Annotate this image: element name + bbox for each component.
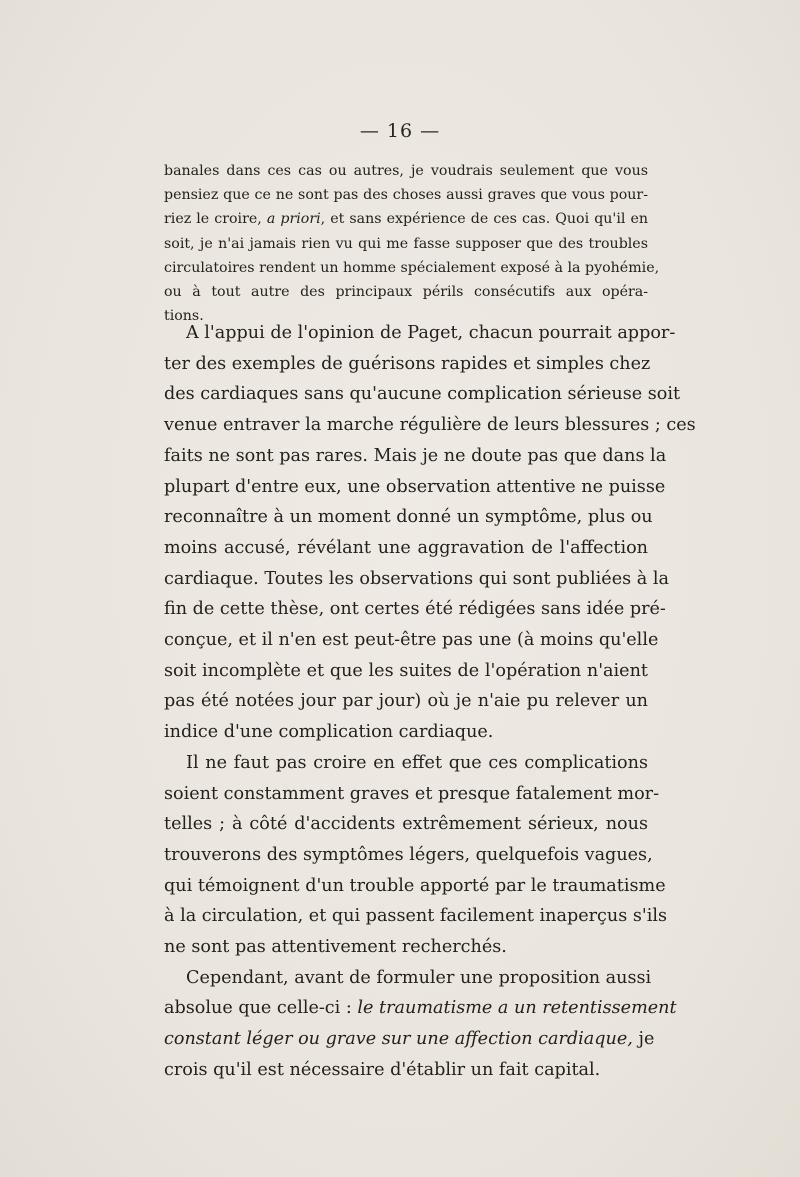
text-line: crois qu'il est nécessaire d'établir un fait capital.: [164, 1059, 601, 1080]
text-line: plupart d'entre eux, une observation attentive ne puisse: [164, 476, 666, 497]
text-line-with-italic: [164, 993, 677, 1024]
text-line: A l'appui de l'opinion de Paget, chacun pourrait appor-: [186, 323, 676, 343]
text-line: ne sont pas attentivement recherchés.: [164, 937, 507, 958]
text-line: circulatoires rendent un homme spécialement exposé à la pyohémie,: [164, 259, 660, 276]
text-line-with-italic: [164, 1024, 655, 1055]
text-line: banales dans ces cas ou autres, je voudrais seulement que vous: [164, 163, 648, 179]
text-line: qui témoignent d'un trouble apporté par le traumatisme: [164, 875, 666, 896]
text-line: ou à tout autre des principaux périls consécutifs aux opéra-: [164, 284, 648, 301]
text-line: venue entraver la marche régulière de leurs blessures ; ces: [164, 415, 696, 436]
text-line: trouverons des symptômes légers, quelquefois vagues,: [164, 844, 653, 865]
text-line: ter des exemples de guérisons rapides et simples chez: [164, 353, 651, 374]
text-line: indice d'une complication cardiaque.: [164, 722, 494, 743]
text-line: moins accusé, révélant une aggravation de l'affection: [164, 537, 648, 558]
text-line: fin de cette thèse, ont certes été rédigées sans idée pré-: [164, 599, 666, 620]
text-line: des cardiaques sans qu'aucune complication sérieuse soit: [164, 384, 681, 405]
paragraph-body: [164, 318, 696, 1086]
italic-text: le traumatisme a un retentissement: [357, 998, 677, 1019]
text-line: faits ne sont pas rares. Mais je ne doute pas que dans la: [164, 445, 667, 466]
text-line-with-italic: riez le croire, a priori, et sans expérience de ces cas. Quoi qu'il en: [164, 211, 648, 228]
text-line: conçue, et il n'en est peut-être pas une (à moins qu'elle: [164, 630, 659, 651]
italic-text: a priori: [266, 211, 321, 228]
text-line: soient constamment graves et presque fatalement mor-: [164, 783, 660, 804]
text-line: telles ; à côté d'accidents extrêmement sérieux, nous: [164, 814, 648, 835]
text-fragment: absolue que celle-ci :: [164, 998, 358, 1019]
page-number: — 16 —: [359, 120, 441, 142]
italic-text: constant léger ou grave sur une affection cardiaque,: [164, 1029, 633, 1050]
text-line: à la circulation, et qui passent facilement inaperçus s'ils: [164, 906, 667, 927]
text-fragment: je: [632, 1029, 655, 1050]
text-line: Cependant, avant de formuler une proposition aussi: [186, 967, 652, 988]
text-line: tions.: [164, 308, 204, 325]
paragraph-quote: [164, 159, 660, 328]
text-line: pas été notées jour par jour) où je n'aie pu relever un: [164, 691, 648, 712]
text-line: cardiaque. Toutes les observations qui sont publiées à la: [164, 568, 669, 589]
text-line: soit, je n'ai jamais rien vu qui me fasse supposer que des troubles: [164, 235, 648, 252]
text-line: pensiez que ce ne sont pas des choses aussi graves que vous pour-: [164, 187, 648, 204]
text-line: Il ne faut pas croire en effet que ces complications: [186, 752, 648, 773]
text-line: soit incomplète et que les suites de l'opération n'aient: [164, 660, 648, 681]
text-line: reconnaître à un moment donné un symptôme, plus ou: [164, 507, 653, 528]
